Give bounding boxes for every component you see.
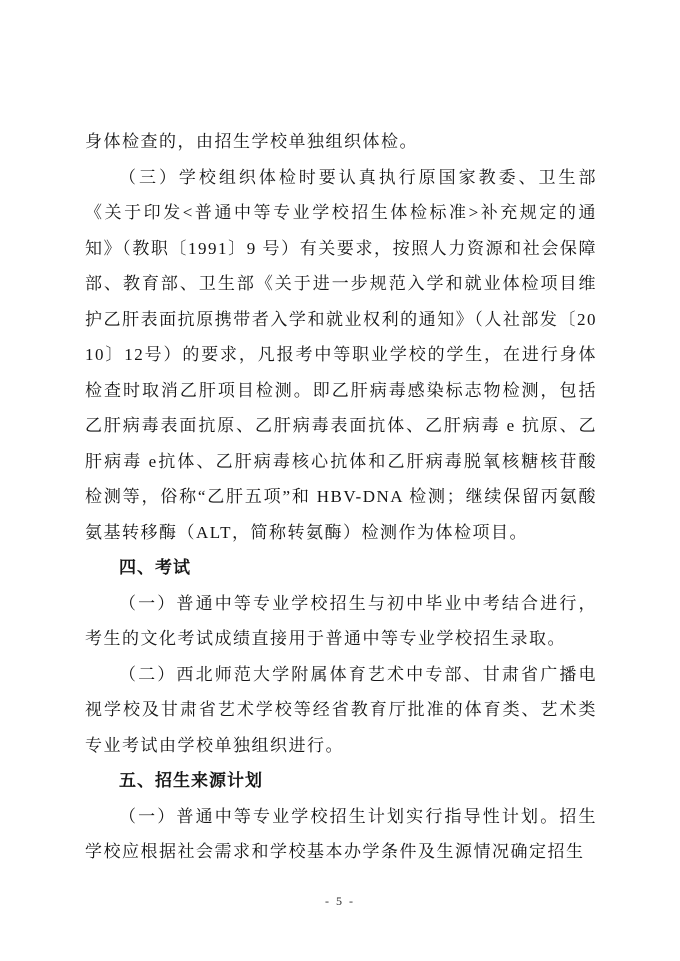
- section-heading-exam: 四、考试: [119, 558, 191, 577]
- paragraph-item-3-body-exam-rules: （三）学校组织体检时要认真执行原国家教委、卫生部《关于印发<普通中等专业学校招生体检标准>补充规定的通知》（教职〔1991〕9 号）有关要求，按照人力资源和社会保障部、教育部、卫生部《关于进一步规范入学和就业体检项目维护乙肝表面抗原携带者入学和就业权利的通知》（人社部发〔2010〕12号）的要求，凡报考中等职业学校的学生，在进行身体检查时取消乙肝项目检测。即乙肝病毒感染标志物检测，包括乙肝病毒表面抗原、乙肝病毒表面抗体、乙肝病毒 e 抗原、乙肝病毒 e抗体、乙肝病毒核心抗体和乙肝病毒脱氧核糖核苷酸检测等，俗称“乙肝五项”和 HBV-DNA 检测；继续保留丙氨酸氨基转移酶（ALT，简称转氨酶）检测作为体检项目。: [85, 167, 597, 542]
- page-number: - 5 -: [325, 894, 355, 908]
- paragraph-continuation: 身体检查的，由招生学校单独组织体检。: [85, 132, 418, 151]
- document-body: [85, 124, 597, 870]
- paragraph-enrollment-plan-item-1: （一）普通中等专业学校招生计划实行指导性计划。招生学校应根据社会需求和学校基本办学条件及生源情况确定招生: [85, 806, 597, 861]
- section-heading-enrollment-plan: 五、招生来源计划: [119, 771, 263, 790]
- paragraph-exam-item-2: （二）西北师范大学附属体育艺术中专部、甘肃省广播电视学校及甘肃省艺术学校等经省教育厅批准的体育类、艺术类专业考试由学校单独组织进行。: [85, 664, 597, 755]
- paragraph-exam-item-1: （一）普通中等专业学校招生与初中毕业中考结合进行，考生的文化考试成绩直接用于普通中等专业学校招生录取。: [85, 593, 597, 648]
